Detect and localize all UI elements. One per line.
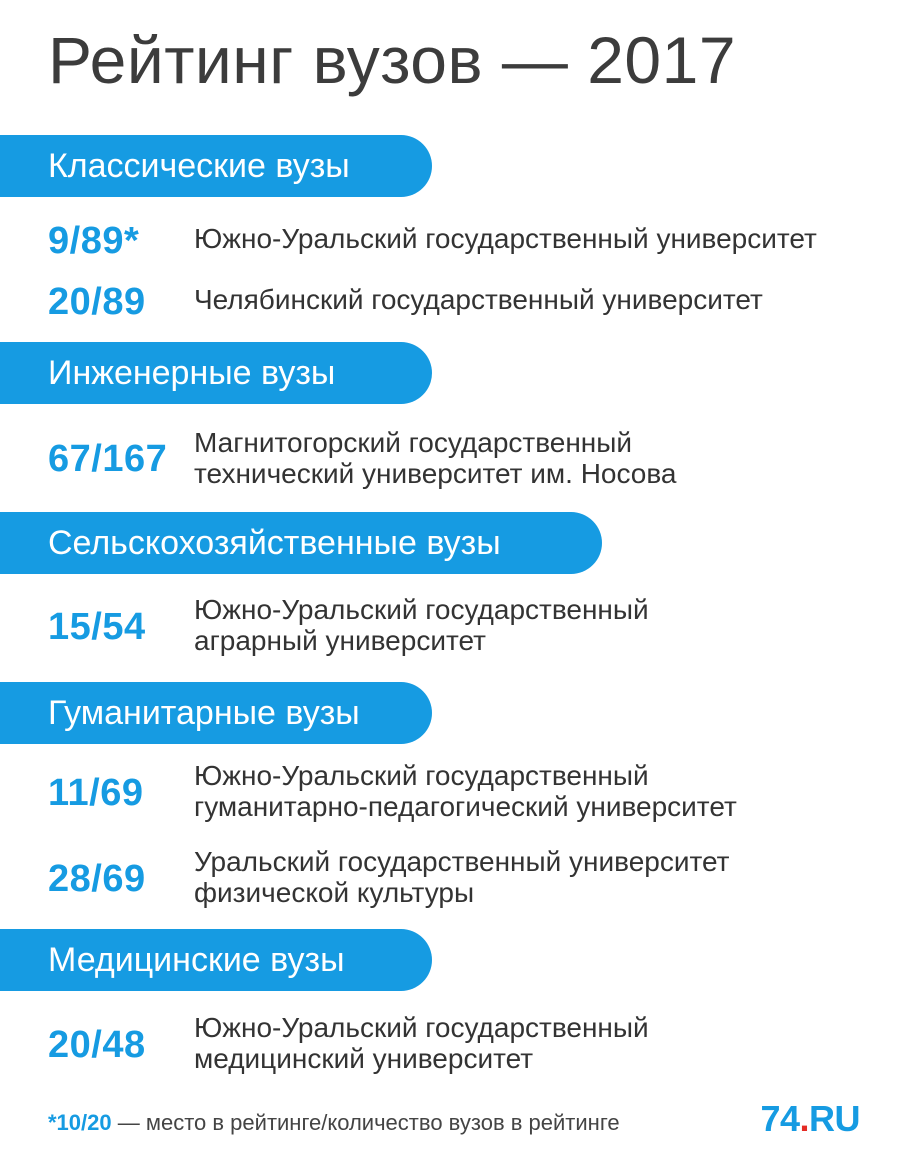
- university-name-line: Челябинский государственный университет: [194, 284, 763, 315]
- university-name: [194, 846, 730, 908]
- logo-domain: RU: [809, 1098, 860, 1139]
- university-name-line: аграрный университет: [194, 625, 486, 656]
- university-name-line: гуманитарно-педагогический университет: [194, 791, 737, 822]
- footnote-mark: *10/20: [48, 1110, 112, 1135]
- university-name-line: Южно-Уральский государственный: [194, 1012, 649, 1043]
- section-heading-agricultural: Сельскохозяйственные вузы: [0, 512, 602, 574]
- logo-dot: .: [799, 1098, 809, 1139]
- university-name-line: медицинский университет: [194, 1043, 534, 1074]
- university-name: [194, 594, 649, 656]
- section-heading-classical: Классические вузы: [0, 135, 432, 197]
- section-heading-engineering: Инженерные вузы: [0, 342, 432, 404]
- university-name-line: Магнитогорский государственный: [194, 427, 633, 458]
- university-name: [194, 1012, 649, 1074]
- university-name: [194, 223, 817, 254]
- university-name-line: физической культуры: [194, 877, 475, 908]
- university-name-line: Уральский государственный университет: [194, 846, 730, 877]
- university-name-line: Южно-Уральский государственный университет: [194, 223, 817, 254]
- rank-value: 11/69: [48, 772, 144, 814]
- rank-value: 28/69: [48, 858, 146, 900]
- university-name: [194, 284, 763, 315]
- section-heading-medical: Медицинские вузы: [0, 929, 432, 991]
- rank-value: 20/89: [48, 281, 146, 323]
- logo-number: 74: [760, 1098, 800, 1139]
- university-name-line: технический университет им. Носова: [194, 458, 677, 489]
- university-name-line: Южно-Уральский государственный: [194, 594, 649, 625]
- rank-value: 9/89*: [48, 220, 140, 262]
- university-name-line: Южно-Уральский государственный: [194, 760, 649, 791]
- university-name: [194, 760, 737, 822]
- rank-value: 67/167: [48, 438, 168, 480]
- rank-value: 15/54: [48, 606, 146, 648]
- section-heading-humanities: Гуманитарные вузы: [0, 682, 432, 744]
- page-title: Рейтинг вузов — 2017: [48, 23, 737, 97]
- university-name: [194, 427, 677, 489]
- footnote: [48, 1110, 620, 1136]
- site-logo: [760, 1098, 860, 1140]
- rank-value: 20/48: [48, 1024, 146, 1066]
- footnote-text: — место в рейтинге/количество вузов в рейтинге: [111, 1110, 620, 1135]
